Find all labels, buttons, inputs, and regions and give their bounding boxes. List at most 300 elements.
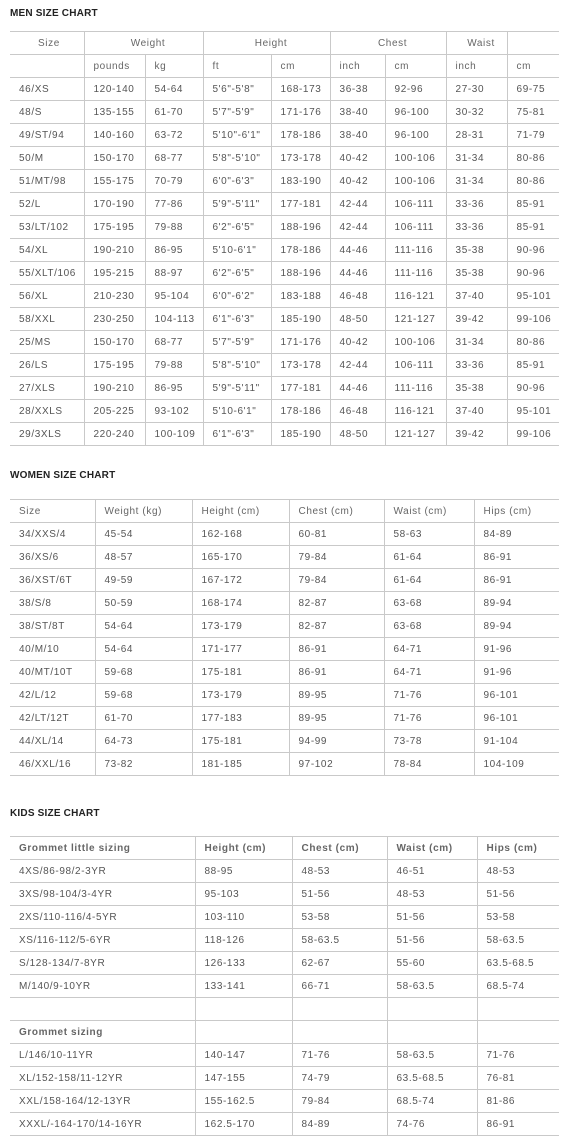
table-cell: 60-81 bbox=[289, 523, 384, 546]
table-cell: 46-51 bbox=[387, 860, 477, 883]
women-table-row bbox=[10, 753, 559, 776]
men-subheader-cm: cm bbox=[385, 55, 446, 78]
table-cell: 91-96 bbox=[474, 638, 559, 661]
men-subheader-ft: ft bbox=[203, 55, 271, 78]
table-cell: 71-76 bbox=[384, 684, 474, 707]
table-cell: 111-116 bbox=[385, 262, 446, 285]
table-cell: 89-95 bbox=[289, 684, 384, 707]
table-cell: 58-63 bbox=[384, 523, 474, 546]
table-cell: 40-42 bbox=[330, 170, 385, 193]
table-cell: 106-111 bbox=[385, 216, 446, 239]
table-cell: XXXL/-164-170/14-16YR bbox=[10, 1113, 195, 1136]
table-cell: 190-210 bbox=[84, 239, 145, 262]
table-cell: 38/ST/8T bbox=[10, 615, 95, 638]
table-cell: 29/3XLS bbox=[10, 423, 84, 446]
women-header-height: Height (cm) bbox=[192, 500, 289, 523]
women-header-hips: Hips (cm) bbox=[474, 500, 559, 523]
table-cell: 75-81 bbox=[507, 101, 559, 124]
table-cell: 140-147 bbox=[195, 1044, 292, 1067]
table-cell: 38-40 bbox=[330, 101, 385, 124]
table-cell: 147-155 bbox=[195, 1067, 292, 1090]
table-cell: 177-183 bbox=[192, 707, 289, 730]
men-table-row bbox=[10, 239, 559, 262]
table-cell: 106-111 bbox=[385, 193, 446, 216]
men-header-weight: Weight bbox=[84, 32, 203, 55]
table-cell: 79-88 bbox=[145, 354, 203, 377]
table-cell: 79-84 bbox=[292, 1090, 387, 1113]
table-cell: 80-86 bbox=[507, 331, 559, 354]
table-cell: 51-56 bbox=[387, 906, 477, 929]
table-cell: 95-101 bbox=[507, 400, 559, 423]
table-cell: 86-91 bbox=[477, 1113, 559, 1136]
table-cell: 46/XXL/16 bbox=[10, 753, 95, 776]
table-cell: 205-225 bbox=[84, 400, 145, 423]
table-cell: 173-178 bbox=[271, 354, 330, 377]
table-cell: 53-58 bbox=[292, 906, 387, 929]
table-cell: 71-76 bbox=[292, 1044, 387, 1067]
table-cell: 175-181 bbox=[192, 661, 289, 684]
men-header-chest: Chest bbox=[330, 32, 446, 55]
table-cell: 5'10"-6'1" bbox=[203, 124, 271, 147]
table-cell: 71-79 bbox=[507, 124, 559, 147]
table-cell: 82-87 bbox=[289, 615, 384, 638]
table-cell: 220-240 bbox=[84, 423, 145, 446]
kids-table-row bbox=[10, 929, 559, 952]
table-cell: 68-77 bbox=[145, 147, 203, 170]
men-table-row bbox=[10, 377, 559, 400]
table-cell: 80-86 bbox=[507, 170, 559, 193]
table-cell: 86-95 bbox=[145, 239, 203, 262]
table-cell: 190-210 bbox=[84, 377, 145, 400]
table-cell: 54-64 bbox=[95, 615, 192, 638]
men-subheader-cm: cm bbox=[271, 55, 330, 78]
table-cell: 3XS/98-104/3-4YR bbox=[10, 883, 195, 906]
table-cell: 46-48 bbox=[330, 285, 385, 308]
table-cell: 38/S/8 bbox=[10, 592, 95, 615]
kids-header-height: Height (cm) bbox=[195, 837, 292, 860]
kids-table-row bbox=[10, 1113, 559, 1136]
table-cell: 46-48 bbox=[330, 400, 385, 423]
women-header-waist: Waist (cm) bbox=[384, 500, 474, 523]
table-cell: 27-30 bbox=[446, 78, 507, 101]
women-table-row bbox=[10, 730, 559, 753]
table-cell: 31-34 bbox=[446, 331, 507, 354]
table-cell: 56/XL bbox=[10, 285, 84, 308]
table-cell: 6'0"-6'3" bbox=[203, 170, 271, 193]
table-cell: 39-42 bbox=[446, 423, 507, 446]
table-cell: 61-64 bbox=[384, 546, 474, 569]
table-cell: XL/152-158/11-12YR bbox=[10, 1067, 195, 1090]
table-cell: 59-68 bbox=[95, 684, 192, 707]
table-cell: 126-133 bbox=[195, 952, 292, 975]
table-cell: 71-76 bbox=[384, 707, 474, 730]
table-cell: 73-82 bbox=[95, 753, 192, 776]
kids-table-row bbox=[10, 906, 559, 929]
table-cell: 150-170 bbox=[84, 147, 145, 170]
table-cell: 104-109 bbox=[474, 753, 559, 776]
table-cell: 48/S bbox=[10, 101, 84, 124]
table-cell: 5'10-6'1" bbox=[203, 400, 271, 423]
table-cell: 5'6"-5'8" bbox=[203, 78, 271, 101]
men-table-row bbox=[10, 285, 559, 308]
table-cell: 61-70 bbox=[95, 707, 192, 730]
table-cell: 171-176 bbox=[271, 101, 330, 124]
table-cell: 53/LT/102 bbox=[10, 216, 84, 239]
table-cell: 99-106 bbox=[507, 308, 559, 331]
kids-group-blank bbox=[195, 1021, 292, 1044]
table-cell: 85-91 bbox=[507, 216, 559, 239]
table-cell: 89-95 bbox=[289, 707, 384, 730]
table-cell: 88-97 bbox=[145, 262, 203, 285]
table-cell: 183-190 bbox=[271, 170, 330, 193]
table-cell: 99-106 bbox=[507, 423, 559, 446]
table-cell: 48-57 bbox=[95, 546, 192, 569]
kids-size-table bbox=[10, 836, 559, 1136]
table-cell: 85-91 bbox=[507, 193, 559, 216]
table-cell: 171-177 bbox=[192, 638, 289, 661]
table-cell: 140-160 bbox=[84, 124, 145, 147]
table-cell: 95-104 bbox=[145, 285, 203, 308]
table-cell: 100-106 bbox=[385, 331, 446, 354]
table-cell: 6'2"-6'5" bbox=[203, 262, 271, 285]
table-cell: 82-87 bbox=[289, 592, 384, 615]
men-header-height: Height bbox=[203, 32, 330, 55]
table-cell: 48-53 bbox=[292, 860, 387, 883]
table-cell: 155-162.5 bbox=[195, 1090, 292, 1113]
table-cell: 42/L/12 bbox=[10, 684, 95, 707]
table-cell: 181-185 bbox=[192, 753, 289, 776]
table-cell: S/128-134/7-8YR bbox=[10, 952, 195, 975]
women-table-row bbox=[10, 523, 559, 546]
women-table-row bbox=[10, 707, 559, 730]
kids-table-row bbox=[10, 975, 559, 998]
table-cell: 6'0"-6'2" bbox=[203, 285, 271, 308]
men-subheader-pounds: pounds bbox=[84, 55, 145, 78]
table-cell: 55-60 bbox=[387, 952, 477, 975]
table-cell: 188-196 bbox=[271, 262, 330, 285]
table-cell: 31-34 bbox=[446, 147, 507, 170]
table-cell: 68.5-74 bbox=[387, 1090, 477, 1113]
table-cell: 58/XXL bbox=[10, 308, 84, 331]
kids-table-row bbox=[10, 952, 559, 975]
table-cell: 58-63.5 bbox=[387, 1044, 477, 1067]
table-cell: 177-181 bbox=[271, 193, 330, 216]
table-cell: 106-111 bbox=[385, 354, 446, 377]
table-cell: 31-34 bbox=[446, 170, 507, 193]
men-table-row bbox=[10, 331, 559, 354]
women-header-weight: Weight (kg) bbox=[95, 500, 192, 523]
table-cell: 40/M/10 bbox=[10, 638, 95, 661]
men-table-row bbox=[10, 423, 559, 446]
table-cell: 63.5-68.5 bbox=[387, 1067, 477, 1090]
table-cell: 84-89 bbox=[292, 1113, 387, 1136]
table-cell: 51-56 bbox=[387, 929, 477, 952]
kids-table-row bbox=[10, 883, 559, 906]
table-cell: 79-84 bbox=[289, 546, 384, 569]
table-cell: 64-71 bbox=[384, 638, 474, 661]
table-cell: 86-91 bbox=[474, 546, 559, 569]
women-size-chart-title: WOMEN SIZE CHART bbox=[10, 470, 116, 481]
men-header-size: Size bbox=[10, 32, 84, 55]
table-cell: 90-96 bbox=[507, 239, 559, 262]
table-cell: 40/MT/10T bbox=[10, 661, 95, 684]
table-cell: 79-88 bbox=[145, 216, 203, 239]
women-table-row bbox=[10, 546, 559, 569]
table-cell: 48-50 bbox=[330, 423, 385, 446]
table-cell: 40-42 bbox=[330, 331, 385, 354]
table-cell: 63-68 bbox=[384, 592, 474, 615]
women-header-chest: Chest (cm) bbox=[289, 500, 384, 523]
table-cell: 42-44 bbox=[330, 354, 385, 377]
table-cell: 92-96 bbox=[385, 78, 446, 101]
table-cell: 86-91 bbox=[474, 569, 559, 592]
table-cell: 76-81 bbox=[477, 1067, 559, 1090]
table-cell: 63-72 bbox=[145, 124, 203, 147]
table-cell: 175-181 bbox=[192, 730, 289, 753]
table-cell: 178-186 bbox=[271, 124, 330, 147]
kids-spacer-cell bbox=[10, 998, 195, 1021]
men-header-blank bbox=[507, 32, 559, 55]
table-cell: 5'8"-5'10" bbox=[203, 354, 271, 377]
men-size-chart-title: MEN SIZE CHART bbox=[10, 8, 98, 19]
women-table-row bbox=[10, 592, 559, 615]
table-cell: 69-75 bbox=[507, 78, 559, 101]
men-header-waist: Waist bbox=[446, 32, 507, 55]
table-cell: 230-250 bbox=[84, 308, 145, 331]
women-size-table bbox=[10, 499, 559, 776]
men-subheader-blank bbox=[10, 55, 84, 78]
kids-header-chest: Chest (cm) bbox=[292, 837, 387, 860]
table-cell: 86-91 bbox=[289, 661, 384, 684]
table-cell: 51-56 bbox=[477, 883, 559, 906]
table-cell: 68.5-74 bbox=[477, 975, 559, 998]
table-cell: 64-71 bbox=[384, 661, 474, 684]
table-cell: 91-96 bbox=[474, 661, 559, 684]
men-table-row bbox=[10, 124, 559, 147]
table-cell: 35-38 bbox=[446, 377, 507, 400]
men-table-row bbox=[10, 170, 559, 193]
table-cell: 171-176 bbox=[271, 331, 330, 354]
table-cell: 178-186 bbox=[271, 400, 330, 423]
table-cell: 42/LT/12T bbox=[10, 707, 95, 730]
table-cell: 95-101 bbox=[507, 285, 559, 308]
table-cell: 38-40 bbox=[330, 124, 385, 147]
table-cell: 90-96 bbox=[507, 377, 559, 400]
table-cell: 39-42 bbox=[446, 308, 507, 331]
table-cell: 86-95 bbox=[145, 377, 203, 400]
table-cell: 173-179 bbox=[192, 684, 289, 707]
table-cell: 48-53 bbox=[477, 860, 559, 883]
table-cell: 37-40 bbox=[446, 400, 507, 423]
table-cell: 25/MS bbox=[10, 331, 84, 354]
table-cell: 33-36 bbox=[446, 193, 507, 216]
men-table-row bbox=[10, 354, 559, 377]
table-cell: 6'1"-6'3" bbox=[203, 308, 271, 331]
women-table-row bbox=[10, 638, 559, 661]
table-cell: 95-103 bbox=[195, 883, 292, 906]
men-subheader-cm: cm bbox=[507, 55, 559, 78]
table-cell: 51/MT/98 bbox=[10, 170, 84, 193]
men-table-row bbox=[10, 78, 559, 101]
table-cell: 116-121 bbox=[385, 400, 446, 423]
kids-group-blank bbox=[387, 1021, 477, 1044]
women-table-row bbox=[10, 684, 559, 707]
table-cell: 2XS/110-116/4-5YR bbox=[10, 906, 195, 929]
table-cell: 96-101 bbox=[474, 684, 559, 707]
table-cell: 52/L bbox=[10, 193, 84, 216]
table-cell: 77-86 bbox=[145, 193, 203, 216]
table-cell: 121-127 bbox=[385, 423, 446, 446]
table-cell: 80-86 bbox=[507, 147, 559, 170]
table-cell: 63.5-68.5 bbox=[477, 952, 559, 975]
table-cell: 100-106 bbox=[385, 170, 446, 193]
table-cell: 155-175 bbox=[84, 170, 145, 193]
table-cell: 58-63.5 bbox=[387, 975, 477, 998]
table-cell: 111-116 bbox=[385, 377, 446, 400]
table-cell: XXL/158-164/12-13YR bbox=[10, 1090, 195, 1113]
table-cell: 96-100 bbox=[385, 124, 446, 147]
women-table-row bbox=[10, 615, 559, 638]
table-cell: 54-64 bbox=[145, 78, 203, 101]
table-cell: 90-96 bbox=[507, 262, 559, 285]
kids-table-row bbox=[10, 860, 559, 883]
table-cell: 5'7"-5'9" bbox=[203, 101, 271, 124]
table-cell: 173-178 bbox=[271, 147, 330, 170]
men-table-row bbox=[10, 193, 559, 216]
table-cell: 4XS/86-98/2-3YR bbox=[10, 860, 195, 883]
table-cell: 175-195 bbox=[84, 216, 145, 239]
table-cell: 44/XL/14 bbox=[10, 730, 95, 753]
table-cell: 63-68 bbox=[384, 615, 474, 638]
kids-spacer-cell bbox=[195, 998, 292, 1021]
men-size-table bbox=[10, 31, 559, 446]
table-cell: XS/116-112/5-6YR bbox=[10, 929, 195, 952]
table-cell: 54/XL bbox=[10, 239, 84, 262]
table-cell: 44-46 bbox=[330, 377, 385, 400]
table-cell: 51-56 bbox=[292, 883, 387, 906]
kids-table-row bbox=[10, 1067, 559, 1090]
table-cell: 36/XST/6T bbox=[10, 569, 95, 592]
kids-table-row bbox=[10, 1044, 559, 1067]
table-cell: 73-78 bbox=[384, 730, 474, 753]
table-cell: 35-38 bbox=[446, 262, 507, 285]
table-cell: 48-50 bbox=[330, 308, 385, 331]
table-cell: 89-94 bbox=[474, 592, 559, 615]
table-cell: 150-170 bbox=[84, 331, 145, 354]
table-cell: L/146/10-11YR bbox=[10, 1044, 195, 1067]
table-cell: 104-113 bbox=[145, 308, 203, 331]
table-cell: 93-102 bbox=[145, 400, 203, 423]
kids-spacer-cell bbox=[477, 998, 559, 1021]
table-cell: 116-121 bbox=[385, 285, 446, 308]
men-subheader-kg: kg bbox=[145, 55, 203, 78]
table-cell: 188-196 bbox=[271, 216, 330, 239]
men-table-row bbox=[10, 262, 559, 285]
table-cell: 58-63.5 bbox=[292, 929, 387, 952]
table-cell: 26/LS bbox=[10, 354, 84, 377]
table-cell: M/140/9-10YR bbox=[10, 975, 195, 998]
kids-group-blank bbox=[477, 1021, 559, 1044]
table-cell: 96-101 bbox=[474, 707, 559, 730]
table-cell: 42-44 bbox=[330, 216, 385, 239]
table-cell: 71-76 bbox=[477, 1044, 559, 1067]
table-cell: 185-190 bbox=[271, 423, 330, 446]
table-cell: 168-173 bbox=[271, 78, 330, 101]
table-cell: 33-36 bbox=[446, 216, 507, 239]
table-cell: 84-89 bbox=[474, 523, 559, 546]
table-cell: 173-179 bbox=[192, 615, 289, 638]
table-cell: 74-79 bbox=[292, 1067, 387, 1090]
table-cell: 81-86 bbox=[477, 1090, 559, 1113]
table-cell: 94-99 bbox=[289, 730, 384, 753]
table-cell: 168-174 bbox=[192, 592, 289, 615]
men-table-row bbox=[10, 216, 559, 239]
table-cell: 53-58 bbox=[477, 906, 559, 929]
table-cell: 64-73 bbox=[95, 730, 192, 753]
kids-header-grommet-little: Grommet little sizing bbox=[10, 837, 195, 860]
kids-spacer-cell bbox=[387, 998, 477, 1021]
table-cell: 49-59 bbox=[95, 569, 192, 592]
women-table-row bbox=[10, 661, 559, 684]
table-cell: 162.5-170 bbox=[195, 1113, 292, 1136]
men-table-row bbox=[10, 308, 559, 331]
kids-header-waist: Waist (cm) bbox=[387, 837, 477, 860]
table-cell: 74-76 bbox=[387, 1113, 477, 1136]
table-cell: 50-59 bbox=[95, 592, 192, 615]
kids-group-blank bbox=[292, 1021, 387, 1044]
table-cell: 5'10-6'1" bbox=[203, 239, 271, 262]
table-cell: 167-172 bbox=[192, 569, 289, 592]
table-cell: 45-54 bbox=[95, 523, 192, 546]
table-cell: 96-100 bbox=[385, 101, 446, 124]
table-cell: 30-32 bbox=[446, 101, 507, 124]
table-cell: 58-63.5 bbox=[477, 929, 559, 952]
table-cell: 111-116 bbox=[385, 239, 446, 262]
table-cell: 89-94 bbox=[474, 615, 559, 638]
table-cell: 185-190 bbox=[271, 308, 330, 331]
table-cell: 54-64 bbox=[95, 638, 192, 661]
table-cell: 50/M bbox=[10, 147, 84, 170]
table-cell: 120-140 bbox=[84, 78, 145, 101]
table-cell: 135-155 bbox=[84, 101, 145, 124]
table-cell: 100-106 bbox=[385, 147, 446, 170]
table-cell: 177-181 bbox=[271, 377, 330, 400]
table-cell: 62-67 bbox=[292, 952, 387, 975]
table-cell: 34/XXS/4 bbox=[10, 523, 95, 546]
table-cell: 91-104 bbox=[474, 730, 559, 753]
table-cell: 85-91 bbox=[507, 354, 559, 377]
table-cell: 70-79 bbox=[145, 170, 203, 193]
table-cell: 46/XS bbox=[10, 78, 84, 101]
kids-size-chart-title: KIDS SIZE CHART bbox=[10, 808, 100, 819]
table-cell: 5'9"-5'11" bbox=[203, 377, 271, 400]
table-cell: 37-40 bbox=[446, 285, 507, 308]
table-cell: 86-91 bbox=[289, 638, 384, 661]
table-cell: 178-186 bbox=[271, 239, 330, 262]
table-cell: 35-38 bbox=[446, 239, 507, 262]
table-cell: 195-215 bbox=[84, 262, 145, 285]
women-header-size: Size bbox=[10, 500, 95, 523]
table-cell: 40-42 bbox=[330, 147, 385, 170]
table-cell: 61-64 bbox=[384, 569, 474, 592]
kids-spacer-cell bbox=[292, 998, 387, 1021]
men-table-row bbox=[10, 101, 559, 124]
table-cell: 55/XLT/106 bbox=[10, 262, 84, 285]
table-cell: 42-44 bbox=[330, 193, 385, 216]
table-cell: 170-190 bbox=[84, 193, 145, 216]
table-cell: 121-127 bbox=[385, 308, 446, 331]
table-cell: 5'8"-5'10" bbox=[203, 147, 271, 170]
